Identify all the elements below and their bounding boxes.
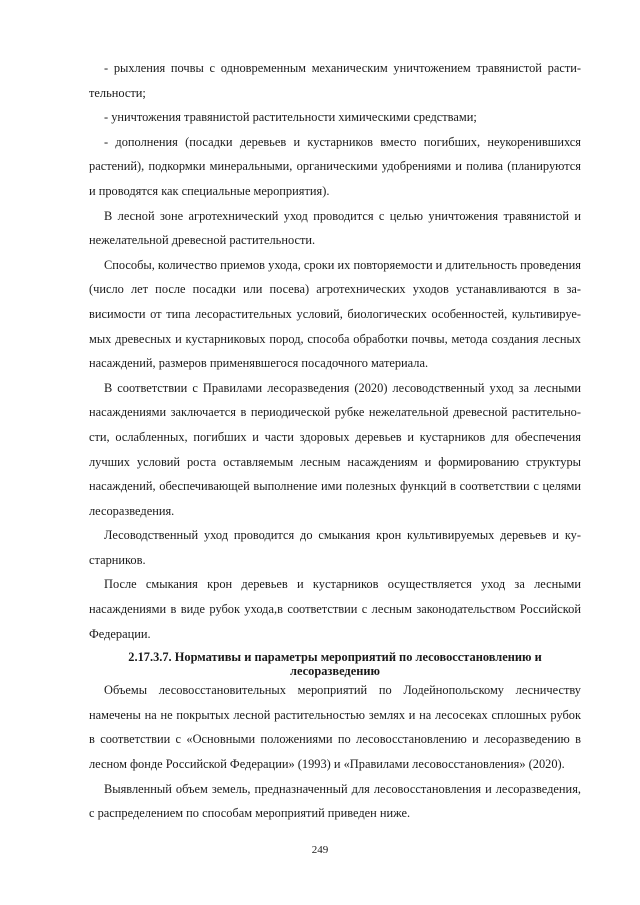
page-number: 249 [311,844,329,856]
paragraph-care-until-closure: Лесоводственный уход проводится до смыкания крон культивируемых деревьев и кустарников. [89,528,581,567]
paragraph-chemical-treatment: - уничтожения травянистой растительности химическими средствами; [104,110,477,125]
paragraph-supplementing: - дополнения (посадки деревьев и кустарников вместо погибших, неукоренившихся растений), подкормки минеральными, органическими удобрениями и полива (планируются и проводятся как специальные мероприятия). [89,134,581,198]
paragraph-loosening: - рыхления почвы с одновременным механическим уничтожением травянистой растительности; [89,61,581,100]
paragraph-silvicultural-care: В соответствии с Правилами лесоразведения (2020) лесоводственный уход за лесными насаждениями заключается в периодической рубке нежелательной древесной растительности, ослабленных, погибших и части здоровых деревьев и кустарников для обеспечения лучших условий роста оставляемым лесным насаждениям и формированию структуры насаждений, обеспечивающей выполнение ими полезных функций в соответствии с целями лесоразведения. [89,380,581,518]
paragraph-agrotechnical-care: В лесной зоне агротехнический уход проводится с целью уничтожения травянистой и нежелательной древесной растительности. [89,208,581,248]
section-heading-line-2: лесоразведению [290,664,380,679]
paragraph-after-closure: После смыкания крон деревьев и кустарников осуществляется уход за лесными насаждениями в виде рубок ухода,в соответствии с лесным законодательством Российской Федерации. [89,577,581,641]
paragraph-reforestation-volumes: Объемы лесовосстановительных мероприятий по Лодейнопольскому лесничеству намечены на не покрытых лесной растительностью землях и на лесосеках сплошных рубок в соответствии с «Основными положениями по лесовосстановлению и лесоразведению в лесном фонде Российской Федерации» (1993) и «Правилами лесовосстановления» (2020). [89,683,581,772]
section-heading-line-1: 2.17.3.7. Нормативы и параметры мероприятий по лесовосстановлению и [128,650,542,665]
paragraph-care-methods: Способы, количество приемов ухода, сроки их повторяемости и длительность проведения (число лет после посадки или посева) агротехнических уходов устанавливаются в зависимости от типа лесорастительных условий, биологических особенностей, культивируемых древесных и кустарниковых пород, способа обработки почвы, метода создания лесных насаждений, размеров применявшегося посадочного материала. [89,257,581,371]
paragraph-identified-volume: Выявленный объем земель, предназначенный для лесовосстановления и лесоразведения, с распределением по способам мероприятий приведен ниже. [89,781,581,821]
document-body [89,56,581,826]
section-heading [89,646,581,678]
